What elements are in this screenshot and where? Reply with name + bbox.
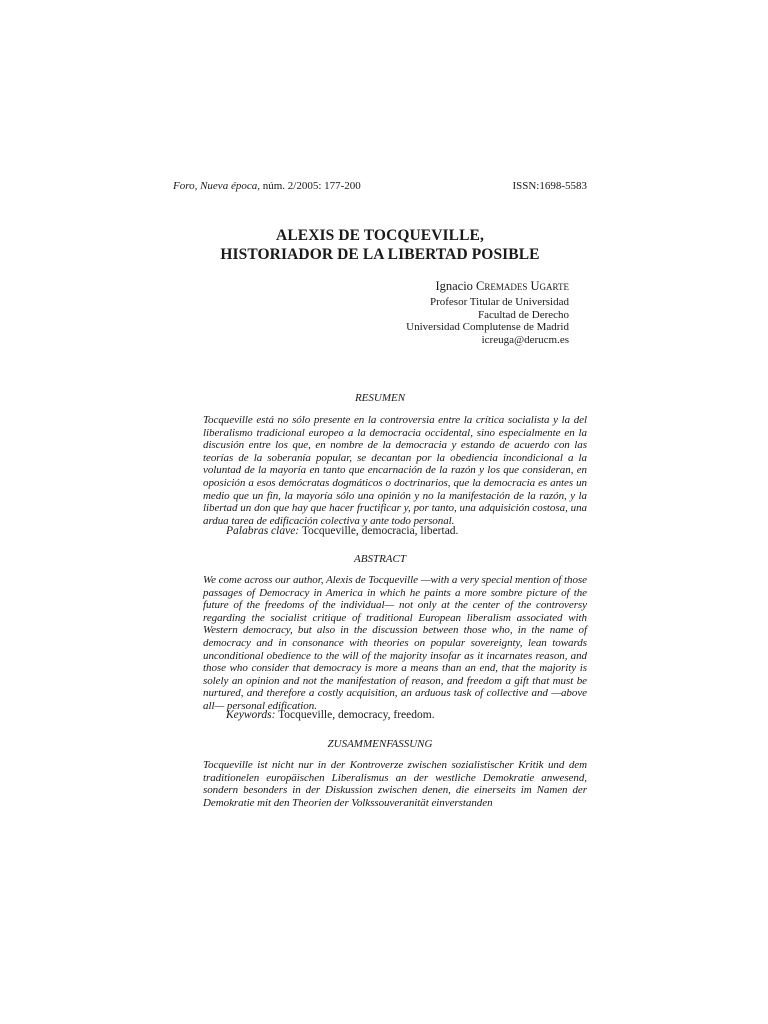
title-line-1: ALEXIS DE TOCQUEVILLE, bbox=[276, 227, 484, 244]
resumen-heading: RESUMEN bbox=[354, 392, 406, 404]
journal-issue: núm. 2/2005: 177-200 bbox=[262, 180, 361, 192]
resumen-text: Tocqueville está no sólo presente en la controversia entre la crítica socialista y la del liberalismo tradicional europeo a la democracia occidental, sino especialmente en la discusión entre los que, en nombre de la democracia y estando de acuerdo con las teorías de la soberanía popular, se decantan por la obediencia incondicional a la voluntad de la mayoría en tanto que encarnación de la razón y los que consideran, en oposición a esos demócratas dogmáticos o doctrinarios, que la democracia es antes un medio que un fin, la mayoría sólo una opinión y no la manifestación de la razón, y la libertad un don que hay que hacer fructificar y, por tanto, una adquisición costosa, una ardua tarea de edificación colectiva y ante todo personal. bbox=[203, 414, 587, 527]
zusammenfassung-heading: ZUSAMMENFASSUNG bbox=[327, 738, 433, 750]
abstract-keywords-value: Tocqueville, democracy, freedom. bbox=[278, 709, 435, 721]
resumen-keywords bbox=[226, 525, 586, 537]
zusammenfassung-text: Tocqueville ist nicht nur in der Kontroverze zwischen sozialistischer Kritik und dem traditionelen europäischen Liberalismus an der westliche Demokratie anwesend, sondern besonders in der Diskussion zwischen denen, die einerseits im Namen der Demokratie mit den Theorien der Volkssouveranität einverstanden bbox=[203, 759, 587, 809]
journal-citation bbox=[173, 180, 361, 192]
abstract-text: We come across our author, Alexis de Tocqueville —with a very special mention of those passages of Democracy in America in which he paints a more sombre picture of the future of the freedoms of the individual— not only at the center of the controversy regarding the socialist critique of traditional European liberalism associated with Western democracy, but also in the discussion between those who, in the name of democracy and in consonance with theories on popular sovereignty, lean towards unconditional obedience to the will of the majority insofar as it incarnates reason, and those who consider that democracy is more a means than an end, that the majority is solely an opinion and not the manifestation of reason, and freedom a gift that must be nurtured, and therefore a costly acquisition, an arduous task of collective and —above all— personal edification. bbox=[203, 574, 587, 712]
author-block bbox=[406, 279, 569, 346]
author-university: Universidad Complutense de Madrid bbox=[406, 321, 569, 333]
author-position: Profesor Titular de Universidad bbox=[429, 296, 569, 308]
author-email: icreuga@derucm.es bbox=[481, 333, 569, 346]
issn: ISSN:1698-5583 bbox=[512, 180, 587, 192]
title-line-2: HISTORIADOR DE LA LIBERTAD POSIBLE bbox=[220, 246, 540, 263]
article-title bbox=[173, 226, 587, 264]
author-name bbox=[406, 279, 569, 293]
journal-name: Foro, Nueva época, bbox=[173, 180, 260, 192]
abstract-heading: ABSTRACT bbox=[354, 553, 406, 565]
resumen-keywords-label: Palabras clave: bbox=[226, 525, 300, 537]
author-faculty: Facultad de Derecho bbox=[477, 308, 569, 321]
author-last-name: Cremades Ugarte bbox=[476, 279, 569, 293]
abstract-keywords-label: Keywords: bbox=[226, 709, 276, 721]
abstract-keywords bbox=[226, 709, 586, 721]
author-first-name: Ignacio bbox=[435, 279, 473, 293]
resumen-keywords-value: Tocqueville, democracia, libertad. bbox=[301, 525, 459, 537]
